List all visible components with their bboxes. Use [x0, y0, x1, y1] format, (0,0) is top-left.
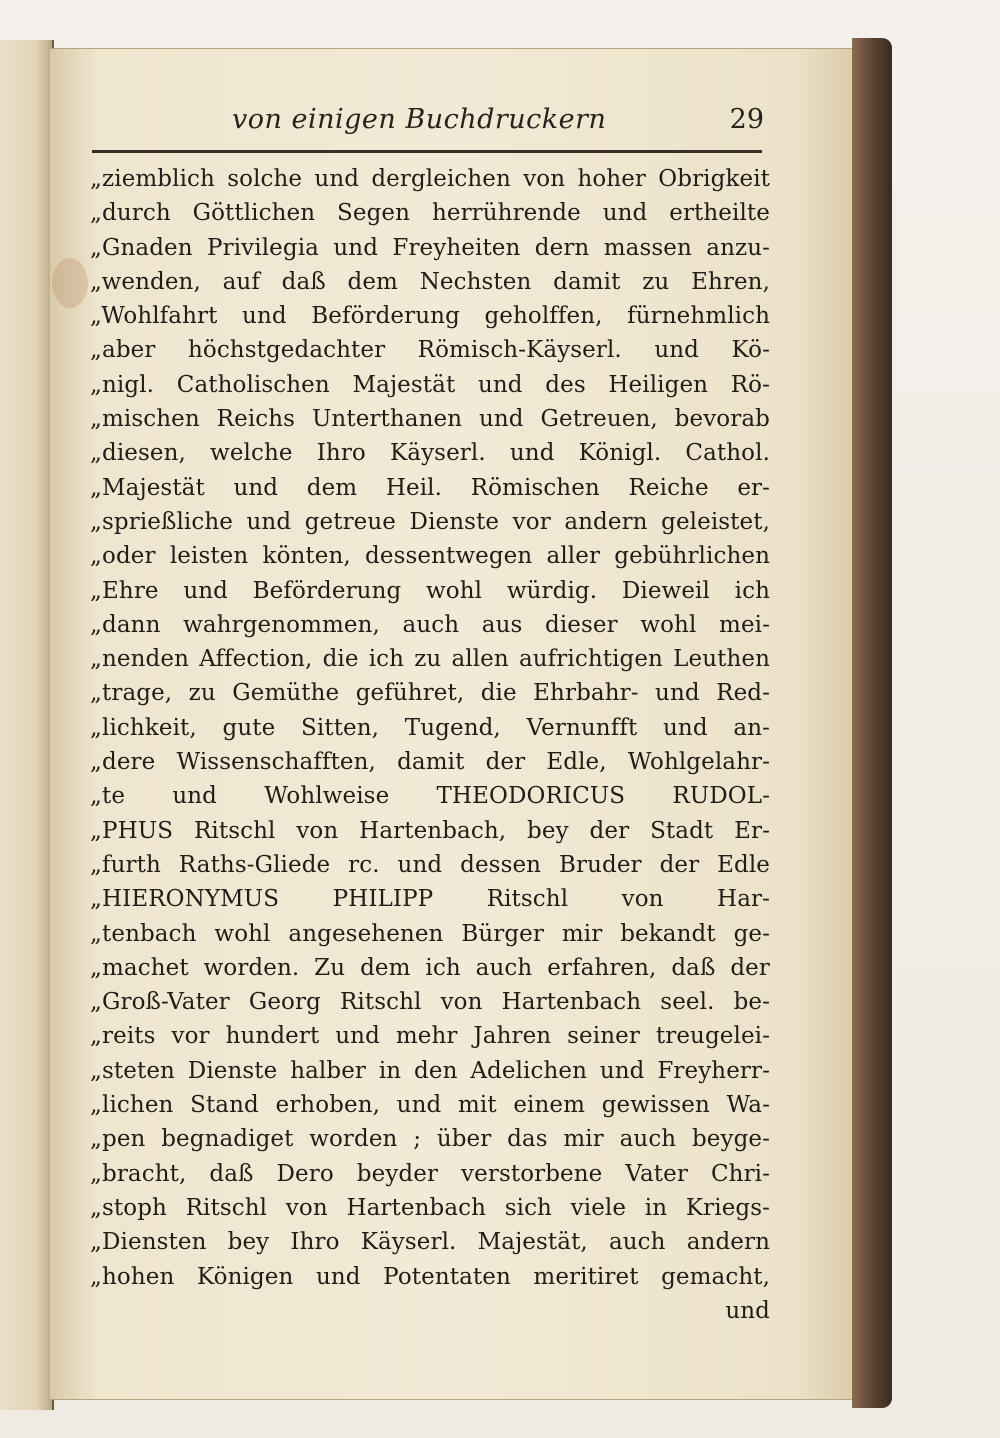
text-line: „PHUS Ritschl von Hartenbach, bey der Stadt Er-	[90, 817, 770, 844]
text-line: „hohen Königen und Potentaten meritiret gemacht,	[90, 1263, 770, 1290]
text-line: „lichen Stand erhoben, und mit einem gewissen Wa-	[90, 1092, 770, 1119]
text-line: „stoph Ritschl von Hartenbach sich viele in Kriegs-	[90, 1194, 770, 1221]
text-line: „diesen, welche Ihro Käyserl. und Königl. Cathol.	[90, 440, 770, 467]
text-line: „nenden Affection, die ich zu allen aufrichtigen Leuthen	[90, 646, 770, 673]
text-line: „te und Wohlweise THEODORICUS RUDOL-	[90, 783, 770, 810]
text-line: „Groß-Vater Georg Ritschl von Hartenbach seel. be-	[90, 989, 770, 1016]
header-rule	[92, 150, 762, 153]
text-line: „furth Raths-Gliede rc. und dessen Bruder der Edle	[90, 851, 770, 878]
text-line: „trage, zu Gemüthe geführet, die Ehrbahr- und Red-	[90, 680, 770, 707]
text-line: „reits vor hundert und mehr Jahren seiner treugelei-	[90, 1023, 770, 1050]
text-line: „Wohlfahrt und Beförderung geholffen, fürnehmlich	[90, 303, 770, 330]
text-line: „Diensten bey Ihro Käyserl. Majestät, auch andern	[90, 1229, 770, 1256]
text-line: „lichkeit, gute Sitten, Tugend, Vernunfft und an-	[90, 714, 770, 741]
text-line: „Gnaden Privilegia und Freyheiten dern massen anzu-	[90, 234, 770, 261]
page-header	[232, 104, 772, 144]
catchword: und	[725, 1297, 770, 1324]
text-line: „Majestät und dem Heil. Römischen Reiche er-	[90, 474, 770, 501]
text-line: „oder leisten könten, dessentwegen aller gebührlichen	[90, 543, 770, 570]
text-line: „ziemblich solche und dergleichen von hoher Obrigkeit	[90, 166, 770, 192]
text-line: „aber höchstgedachter Römisch-Käyserl. und Kö-	[90, 337, 770, 364]
text-line: „tenbach wohl angesehenen Bürger mir bekandt ge-	[90, 920, 770, 947]
text-line: „nigl. Catholischen Majestät und des Heiligen Rö-	[90, 371, 770, 398]
text-line: „Ehre und Beförderung wohl würdig. Dieweil ich	[90, 577, 770, 604]
text-line: „mischen Reichs Unterthanen und Getreuen, bevorab	[90, 406, 770, 433]
text-line: „dann wahrgenommen, auch aus dieser wohl mei-	[90, 611, 770, 638]
text-line: „HIERONYMUS PHILIPP Ritschl von Har-	[90, 886, 770, 913]
page-number: 29	[729, 104, 764, 135]
text-line: „wenden, auf daß dem Nechsten damit zu Ehren,	[90, 268, 770, 295]
text-line: „sprießliche und getreue Dienste vor andern geleistet,	[90, 508, 770, 535]
text-line: „bracht, daß Dero beyder verstorbene Vater Chri-	[90, 1160, 770, 1187]
left-page-edge	[0, 40, 54, 1410]
body-text	[90, 162, 770, 1328]
text-line: „steten Dienste halber in den Adelichen und Freyherr-	[90, 1057, 770, 1084]
text-line: „pen begnadiget worden ; über das mir auch beyge-	[90, 1126, 770, 1153]
text-line: „dere Wissenschafften, damit der Edle, Wohlgelahr-	[90, 749, 770, 776]
text-line: „machet worden. Zu dem ich auch erfahren, daß der	[90, 954, 770, 981]
book-cover-edge	[852, 38, 892, 1408]
paper-stain	[52, 258, 88, 308]
running-title: von einigen Buchdruckern	[232, 104, 607, 135]
text-line: „durch Göttlichen Segen herrührende und ertheilte	[90, 200, 770, 227]
